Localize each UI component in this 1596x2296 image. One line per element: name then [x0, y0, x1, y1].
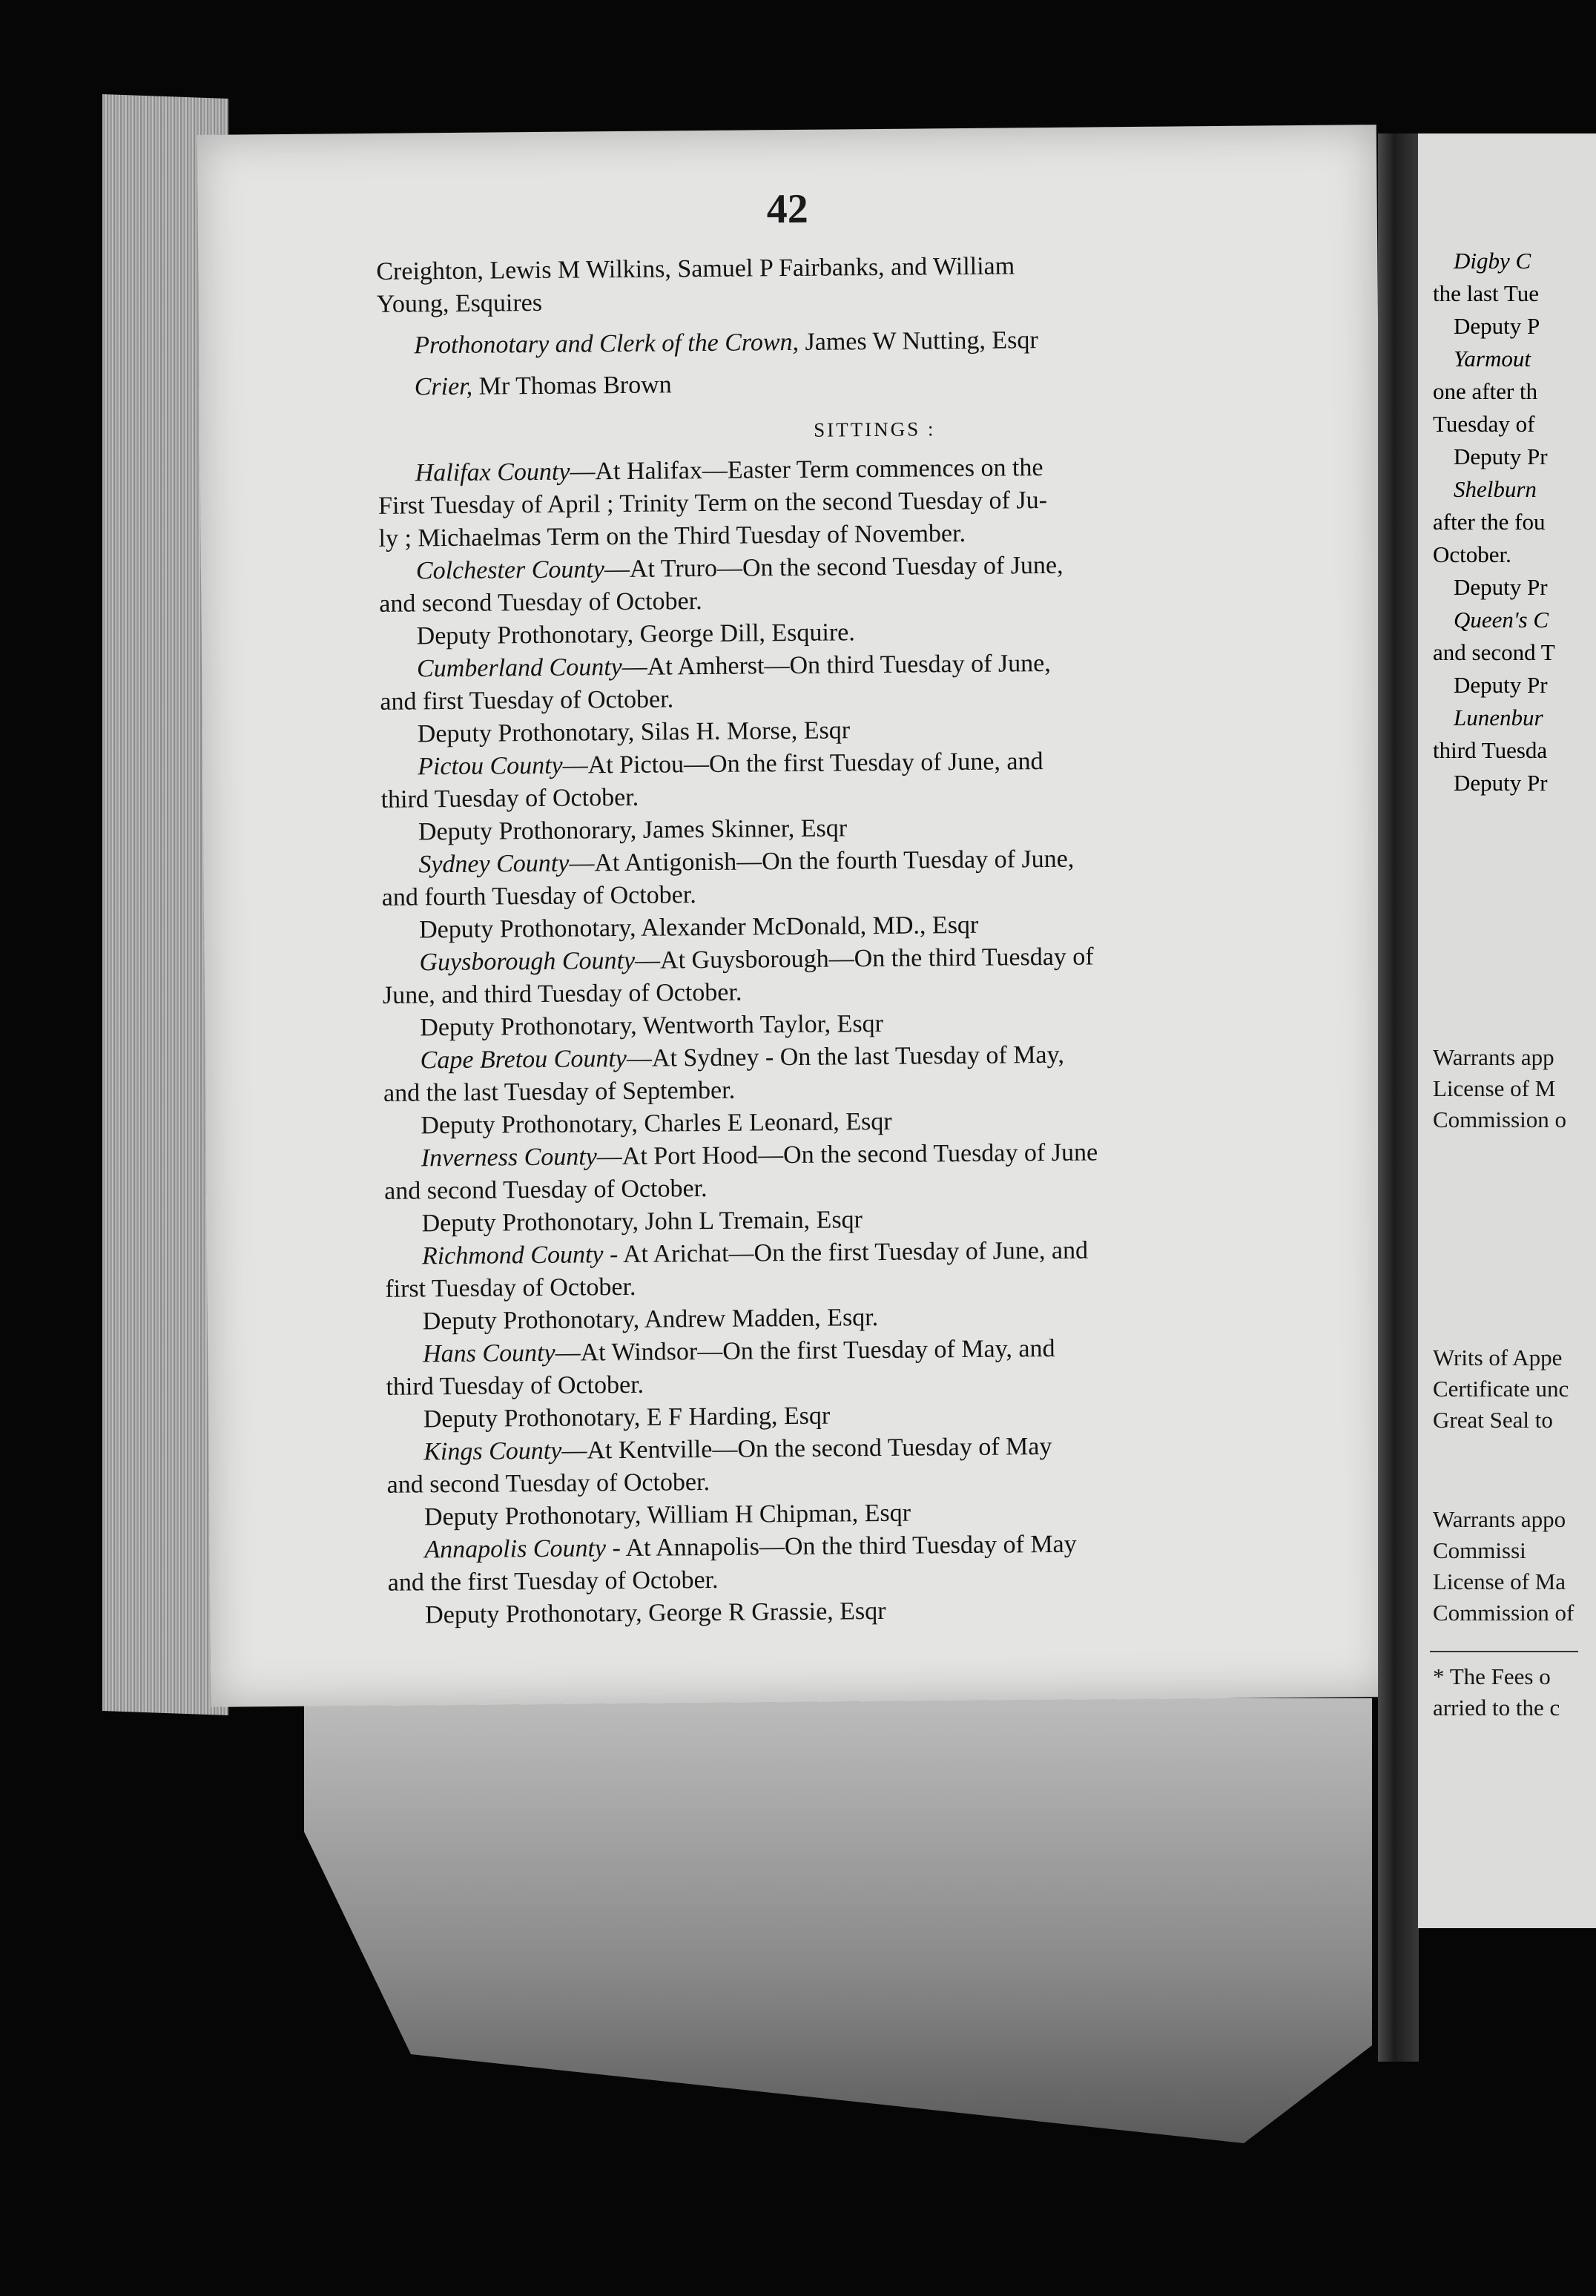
deputy-prothonotary: Deputy Prothonotary, E F Harding, Esqr: [423, 1402, 831, 1434]
sitting-line: and second Tuesday of October.: [384, 1175, 708, 1205]
right-page-line: License of Ma: [1433, 1568, 1566, 1594]
right-page-line: Deputy Pr: [1454, 770, 1548, 796]
sitting-text: —At Antigonish—On the fourth Tuesday of June,: [569, 845, 1075, 877]
sitting-text: —At Kentville—On the second Tuesday of May: [561, 1432, 1052, 1465]
sitting-line: and the last Tuesday of September.: [383, 1076, 736, 1107]
right-page-warrants-block-2: [1433, 1504, 1574, 1629]
sitting-entry: [383, 1036, 1377, 1143]
opening-line-2: Young, Esquires: [376, 288, 543, 318]
county-name: Kings County: [423, 1436, 562, 1466]
sitting-entry: [385, 1232, 1379, 1339]
book-gutter: [1378, 133, 1419, 2062]
left-page: [197, 125, 1390, 1707]
right-page: [1418, 133, 1596, 1928]
right-page-line: October.: [1433, 541, 1511, 567]
right-page-line: and second T: [1433, 639, 1555, 665]
county-name: Richmond County: [421, 1241, 604, 1270]
officer-name: Mr Thomas Brown: [472, 371, 672, 400]
county-name: Halifax County: [415, 458, 570, 487]
county-name: Annapolis County: [424, 1534, 607, 1564]
right-page-line: third Tuesda: [1433, 737, 1548, 763]
deputy-prothonotary: Deputy Prothonotary, George Dill, Esquire.: [416, 618, 855, 650]
sitting-text: —At Truro—On the second Tuesday of June,: [604, 551, 1064, 584]
sitting-entry: [380, 742, 1375, 849]
right-page-line: Digby C: [1454, 248, 1531, 274]
right-page-line: Commission o: [1433, 1106, 1567, 1132]
right-page-line: Queen's C: [1454, 607, 1549, 633]
sitting-text: —At Sydney - On the last Tuesday of May,: [626, 1040, 1065, 1072]
sitting-line: June, and third Tuesday of October.: [382, 978, 742, 1009]
sitting-line: and the first Tuesday of October.: [387, 1566, 719, 1597]
right-page-writs-block: [1433, 1342, 1569, 1436]
officer-line: [377, 363, 1371, 404]
sitting-entry: [381, 840, 1376, 947]
sitting-text: - At Arichat—On the first Tuesday of June, and: [603, 1236, 1089, 1269]
page-body: [376, 247, 1382, 1632]
deputy-prothonotary: Deputy Prothonorary, James Skinner, Esqr: [418, 814, 848, 846]
right-page-footnote: [1433, 1661, 1560, 1723]
right-page-line: the last Tue: [1433, 280, 1539, 306]
county-name: Sydney County: [418, 849, 570, 879]
right-page-line: Deputy Pr: [1454, 672, 1548, 698]
footnote-rule: [1430, 1651, 1578, 1652]
sitting-text: —At Halifax—Easter Term commences on the: [570, 454, 1043, 486]
deputy-prothonotary: Deputy Prothonotary, William H Chipman, Esqr: [423, 1499, 911, 1531]
right-page-line: Shelburn: [1454, 476, 1537, 502]
right-page-line: Certificate unc: [1433, 1376, 1569, 1402]
sitting-line: and second Tuesday of October.: [379, 587, 702, 618]
right-page-warrants-block: [1433, 1042, 1566, 1135]
sittings-heading: SITTINGS :: [814, 418, 936, 441]
sitting-entry: [380, 644, 1374, 751]
right-page-line: Writs of Appe: [1433, 1345, 1563, 1370]
opening-line-1: Creighton, Lewis M Wilkins, Samuel P Fairbanks, and William: [376, 252, 1015, 286]
sitting-line: third Tuesday of October.: [380, 783, 639, 814]
deputy-prothonotary: Deputy Prothonotary, Charles E Leonard, Esqr: [421, 1107, 892, 1140]
officers-list: [377, 321, 1371, 404]
sitting-line: First Tuesday of April ; Trinity Term on the second Tuesday of Ju-: [377, 486, 1048, 520]
right-page-line: Tuesday of: [1433, 411, 1535, 437]
right-page-line: one after th: [1433, 378, 1538, 404]
right-page-line: Commission of: [1433, 1600, 1574, 1626]
sitting-entry: [387, 1525, 1382, 1632]
right-page-line: Deputy Pr: [1454, 443, 1548, 469]
sitting-line: and first Tuesday of October.: [380, 685, 674, 716]
sitting-entry: [386, 1428, 1381, 1534]
footnote-line: * The Fees o: [1433, 1663, 1551, 1689]
sitting-entry: [384, 1134, 1379, 1241]
sitting-entry: [378, 449, 1373, 555]
right-page-line: Great Seal to: [1433, 1407, 1553, 1433]
county-name: Inverness County: [421, 1143, 598, 1172]
deputy-prothonotary: Deputy Prothonotary, Silas H. Morse, Esqr: [417, 716, 851, 748]
county-name: Cape Bretou County: [420, 1044, 627, 1075]
page-number: 42: [766, 185, 808, 233]
sitting-entry: [386, 1330, 1380, 1436]
right-page-line: after the fou: [1433, 509, 1546, 535]
officer-role: Crier,: [414, 372, 473, 401]
deputy-prothonotary: Deputy Prothonotary, George R Grassie, Esqr: [425, 1597, 886, 1629]
sitting-line: and second Tuesday of October.: [386, 1468, 710, 1499]
sitting-text: —At Windsor—On the first Tuesday of May, and: [555, 1334, 1055, 1367]
sitting-line: first Tuesday of October.: [385, 1273, 636, 1303]
county-name: Guysborough County: [419, 946, 636, 977]
sitting-entry: [382, 938, 1376, 1045]
county-name: Hans County: [422, 1339, 555, 1368]
footnote-line: arried to the c: [1433, 1695, 1560, 1721]
county-name: Pictou County: [418, 751, 563, 781]
county-name: Cumberland County: [416, 653, 622, 683]
sitting-text: - At Annapolis—On the third Tuesday of May: [605, 1530, 1077, 1563]
deputy-prothonotary: Deputy Prothonotary, Andrew Madden, Esqr.: [422, 1304, 879, 1336]
officer-name: James W Nutting, Esqr: [798, 326, 1038, 356]
sitting-text: —At Amherst—On third Tuesday of June,: [621, 649, 1051, 682]
officer-role: Prothonotary and Clerk of the Crown,: [414, 328, 799, 360]
sitting-entry: [379, 547, 1374, 653]
right-page-line: Deputy P: [1454, 313, 1540, 339]
sitting-line: third Tuesday of October.: [386, 1370, 644, 1401]
sitting-line: ly ; Michaelmas Term on the Third Tuesday of November.: [378, 519, 966, 552]
county-name: Colchester County: [415, 555, 605, 585]
right-page-line: License of M: [1433, 1075, 1556, 1101]
right-page-top-block: [1433, 245, 1555, 799]
right-page-line: Warrants app: [1433, 1044, 1554, 1070]
deputy-prothonotary: Deputy Prothonotary, Alexander McDonald, MD., Esqr: [418, 911, 979, 944]
right-page-line: Commissi: [1433, 1537, 1526, 1563]
sittings-list: [378, 449, 1382, 1632]
sitting-line: and fourth Tuesday of October.: [381, 881, 696, 911]
right-page-line: Deputy Pr: [1454, 574, 1548, 600]
officer-line: [377, 321, 1371, 363]
right-page-line: Lunenbur: [1454, 705, 1543, 730]
sitting-text: —At Port Hood—On the second Tuesday of June: [596, 1138, 1098, 1171]
right-page-line: Yarmout: [1454, 346, 1531, 372]
right-page-line: Warrants appo: [1433, 1506, 1566, 1532]
sitting-text: —At Pictou—On the first Tuesday of June, and: [562, 748, 1043, 779]
sitting-text: —At Guysborough—On the third Tuesday of: [634, 943, 1094, 974]
deputy-prothonotary: Deputy Prothonotary, Wentworth Taylor, Esqr: [420, 1009, 884, 1042]
deputy-prothonotary: Deputy Prothonotary, John L Tremain, Esqr: [421, 1206, 863, 1238]
